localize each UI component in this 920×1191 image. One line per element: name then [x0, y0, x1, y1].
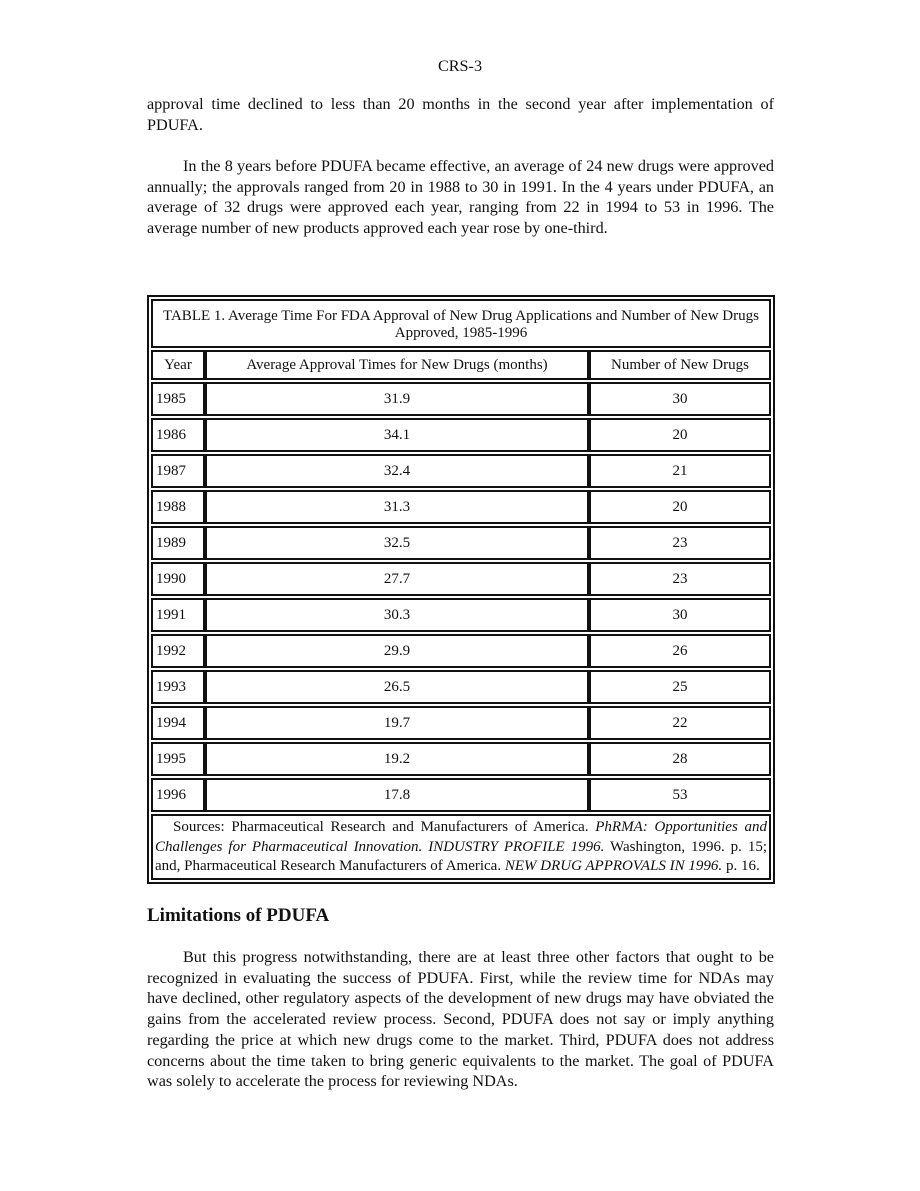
cell-year: 1996	[151, 778, 205, 812]
table-row	[151, 634, 771, 668]
header-approval-time: Average Approval Times for New Drugs (months)	[205, 350, 589, 380]
cell-year: 1994	[151, 706, 205, 740]
table-row	[151, 526, 771, 560]
sources-text-3: p. 16.	[722, 858, 760, 874]
section-title: Limitations of PDUFA	[147, 905, 330, 926]
cell-number-of-drugs: 53	[589, 778, 771, 812]
table-row	[151, 598, 771, 632]
table-row	[151, 742, 771, 776]
cell-number-of-drugs: 20	[589, 418, 771, 452]
cell-approval-time: 31.3	[205, 490, 589, 524]
cell-approval-time: 27.7	[205, 562, 589, 596]
cell-number-of-drugs: 21	[589, 454, 771, 488]
cell-year: 1987	[151, 454, 205, 488]
cell-year: 1989	[151, 526, 205, 560]
cell-year: 1991	[151, 598, 205, 632]
cell-approval-time: 19.7	[205, 706, 589, 740]
table-row	[151, 706, 771, 740]
paragraph-approvals-summary: In the 8 years before PDUFA became effective, an average of 24 new drugs were approved annually; the approvals ranged from 20 in 1988 to 30 in 1991. In the 4 years under PDUFA, an average of 32 drugs were approved each year, ranging from 22 in 1994 to 53 in 1996. The average number of new products approved each year rose by one-third.	[147, 157, 774, 238]
table-row	[151, 778, 771, 812]
table-row	[151, 454, 771, 488]
table-sources-row	[151, 814, 771, 880]
cell-number-of-drugs: 25	[589, 670, 771, 704]
cell-number-of-drugs: 23	[589, 562, 771, 596]
table-row	[151, 562, 771, 596]
cell-approval-time: 26.5	[205, 670, 589, 704]
cell-number-of-drugs: 23	[589, 526, 771, 560]
cell-year: 1992	[151, 634, 205, 668]
cell-approval-time: 32.4	[205, 454, 589, 488]
cell-number-of-drugs: 26	[589, 634, 771, 668]
header-year: Year	[151, 350, 205, 380]
cell-approval-time: 19.2	[205, 742, 589, 776]
cell-year: 1985	[151, 382, 205, 416]
table-caption-row	[151, 299, 771, 348]
sources-title-1: PhRMA: Opportunities and Challenges for Pharmaceutical Innovation. INDUSTRY PROFILE 1996.	[155, 819, 767, 855]
cell-number-of-drugs: 30	[589, 598, 771, 632]
cell-approval-time: 17.8	[205, 778, 589, 812]
cell-number-of-drugs: 28	[589, 742, 771, 776]
sources-text-2: Washington, 1996. p. 15; and, Pharmaceutical Research Manufacturers of America.	[155, 838, 768, 874]
cell-year: 1993	[151, 670, 205, 704]
cell-approval-time: 32.5	[205, 526, 589, 560]
table-sources	[151, 814, 771, 880]
sources-text-1: Sources: Pharmaceutical Research and Manufacturers of America.	[173, 819, 596, 835]
table-title: TABLE 1. Average Time For FDA Approval of New Drug Applications and Number of New Drugs Approved, 1985-1996	[151, 299, 771, 348]
paragraph-limitations: But this progress notwithstanding, there are at least three other factors that ought to be recognized in evaluating the success of PDUFA. First, while the review time for NDAs may have declined, other regulatory aspects of the development of new drugs may have obviated the gains from the accelerated review process. Second, PDUFA does not say or imply anything regarding the price at which new drugs come to the market. Third, PDUFA does not address concerns about the time taken to bring generic equivalents to the market. The goal of PDUFA was solely to accelerate the process for reviewing NDAs.	[147, 948, 774, 1091]
sources-title-2: NEW DRUG APPROVALS IN 1996.	[504, 858, 723, 874]
paragraph-approval-time: approval time declined to less than 20 months in the second year after implementation of PDUFA.	[147, 95, 774, 134]
cell-year: 1995	[151, 742, 205, 776]
cell-number-of-drugs: 22	[589, 706, 771, 740]
cell-approval-time: 31.9	[205, 382, 589, 416]
table-row	[151, 490, 771, 524]
cell-number-of-drugs: 20	[589, 490, 771, 524]
cell-year: 1986	[151, 418, 205, 452]
table-row	[151, 670, 771, 704]
cell-year: 1988	[151, 490, 205, 524]
table-row	[151, 382, 771, 416]
table-row	[151, 418, 771, 452]
cell-year: 1990	[151, 562, 205, 596]
cell-approval-time: 30.3	[205, 598, 589, 632]
header-number-of-drugs: Number of New Drugs	[589, 350, 771, 380]
cell-approval-time: 34.1	[205, 418, 589, 452]
table-header-row	[151, 350, 771, 380]
cell-approval-time: 29.9	[205, 634, 589, 668]
approval-table	[147, 295, 775, 884]
page-header: CRS-3	[437, 57, 483, 75]
cell-number-of-drugs: 30	[589, 382, 771, 416]
